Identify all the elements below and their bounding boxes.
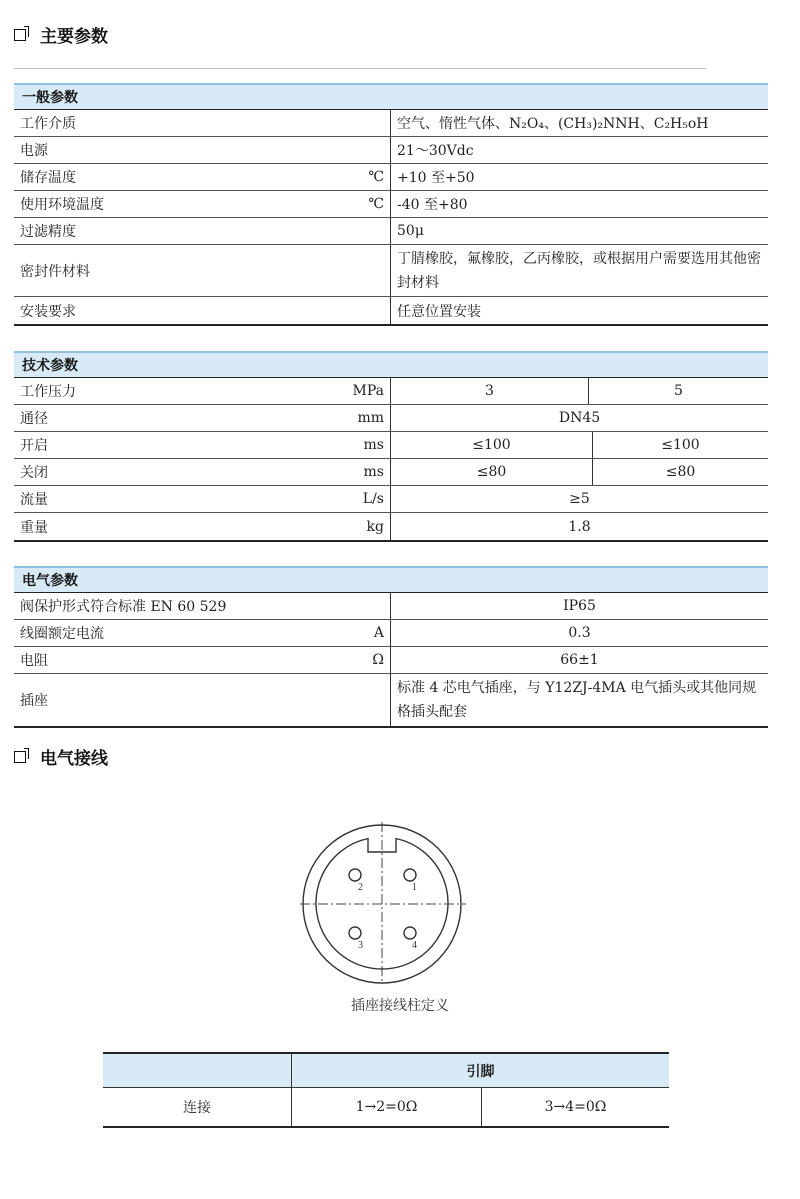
param-label: 插座 — [20, 693, 48, 709]
table-row — [14, 620, 768, 647]
param-value: 50μ — [397, 223, 424, 239]
table-row — [14, 593, 768, 620]
param-unit: ℃ — [368, 169, 384, 185]
general-params-section — [14, 83, 768, 326]
param-value: 标准 4 芯电气插座，与 Y12ZJ-4MA 电气插头或其他同规格插头配套 — [397, 680, 757, 720]
header-blank-cell — [103, 1054, 292, 1087]
param-value: ≤100 — [391, 432, 593, 458]
table-row — [14, 513, 768, 540]
param-value: 0.3 — [568, 625, 591, 641]
electrical-params-section — [14, 566, 768, 728]
table-row — [14, 110, 768, 137]
main-params-title: 主要参数 — [40, 27, 108, 47]
connector-caption: 插座接线柱定义 — [351, 998, 449, 1014]
param-unit: L/s — [362, 491, 384, 507]
param-label: 电源 — [20, 143, 48, 159]
pin-3 — [349, 927, 361, 939]
table-row — [14, 432, 768, 459]
heading-divider — [14, 68, 706, 69]
technical-params-table — [14, 377, 768, 542]
param-label: 开启 — [20, 438, 48, 454]
table-row — [14, 647, 768, 674]
wiring-heading — [14, 744, 108, 769]
param-label: 过滤精度 — [20, 224, 76, 240]
table-row — [14, 164, 768, 191]
table-row — [14, 137, 768, 164]
param-value: 1.8 — [568, 518, 591, 535]
param-unit: A — [373, 625, 384, 641]
general-params-table — [14, 109, 768, 326]
param-label: 线圈额定电流 — [20, 626, 104, 642]
pin-header: 引脚 — [292, 1054, 669, 1087]
pin-4 — [404, 927, 416, 939]
checkbox-square-icon — [14, 751, 26, 763]
table-row — [14, 245, 768, 297]
param-unit: Ω — [372, 652, 384, 668]
param-unit: ℃ — [368, 196, 384, 212]
param-unit: kg — [366, 518, 384, 535]
param-label: 密封件材料 — [20, 263, 90, 280]
param-label: 重量 — [20, 519, 48, 536]
connect-label: 连接 — [103, 1088, 292, 1126]
main-params-heading — [14, 22, 108, 47]
pin-label-4: 4 — [412, 940, 417, 951]
table-row — [14, 191, 768, 218]
param-value: ≤80 — [391, 459, 593, 485]
param-value: 空气、惰性气体、N₂O₄、(CH₃)₂NNH、C₂H₅oH — [397, 116, 709, 132]
checkbox-square-icon — [14, 29, 26, 41]
param-unit: MPa — [352, 383, 384, 399]
param-label: 通径 — [20, 411, 48, 427]
electrical-params-title: 电气参数 — [14, 566, 768, 592]
param-value: IP65 — [563, 598, 596, 614]
pin-connection-1: 1→2=0Ω — [292, 1088, 482, 1126]
param-label: 关闭 — [20, 465, 48, 481]
pin-label-1: 1 — [412, 882, 417, 893]
table-row — [14, 405, 768, 432]
table-row — [103, 1087, 669, 1126]
pin-label-2: 2 — [358, 882, 363, 893]
param-label: 工作压力 — [20, 384, 76, 400]
connector-diagram — [300, 818, 470, 988]
table-row — [14, 378, 768, 405]
param-value: ≤80 — [665, 464, 696, 480]
param-value: 5 — [674, 383, 683, 399]
param-label: 储存温度 — [20, 170, 76, 186]
pin-2 — [349, 869, 361, 881]
pin-table — [103, 1052, 669, 1128]
param-value: ≤100 — [661, 437, 700, 453]
table-row — [14, 218, 768, 245]
technical-params-section — [14, 351, 768, 542]
table-row — [14, 459, 768, 486]
param-label: 流量 — [20, 492, 48, 508]
pin-label-3: 3 — [358, 940, 363, 951]
param-value: 任意位置安装 — [397, 303, 481, 320]
general-params-title: 一般参数 — [14, 83, 768, 109]
technical-params-title: 技术参数 — [14, 351, 768, 377]
param-unit: ms — [363, 437, 384, 453]
param-value: 丁腈橡胶，氟橡胶，乙丙橡胶，或根据用户需要选用其他密封材料 — [397, 250, 761, 291]
param-value: ≥5 — [569, 491, 590, 507]
param-label: 阀保护形式符合标准 EN 60 529 — [20, 599, 227, 615]
param-value: 66±1 — [560, 652, 599, 668]
param-value: -40 至+80 — [397, 197, 468, 213]
param-value: 3 — [391, 378, 589, 404]
param-label: 安装要求 — [20, 303, 76, 320]
param-label: 工作介质 — [20, 116, 76, 132]
param-label: 电阻 — [20, 653, 48, 669]
pin-connection-2: 3→4=0Ω — [544, 1099, 607, 1115]
param-label: 使用环境温度 — [20, 197, 104, 213]
pin-table-header — [103, 1054, 669, 1087]
param-value: DN45 — [558, 410, 601, 426]
table-row — [14, 674, 768, 726]
param-value: 21～30Vdc — [397, 143, 474, 159]
param-unit: ms — [363, 464, 384, 480]
param-unit: mm — [357, 410, 384, 426]
wiring-title: 电气接线 — [40, 749, 108, 769]
pin-1 — [404, 869, 416, 881]
electrical-params-table — [14, 592, 768, 728]
table-row — [14, 297, 768, 324]
table-row — [14, 486, 768, 513]
param-value: +10 至+50 — [397, 170, 475, 186]
